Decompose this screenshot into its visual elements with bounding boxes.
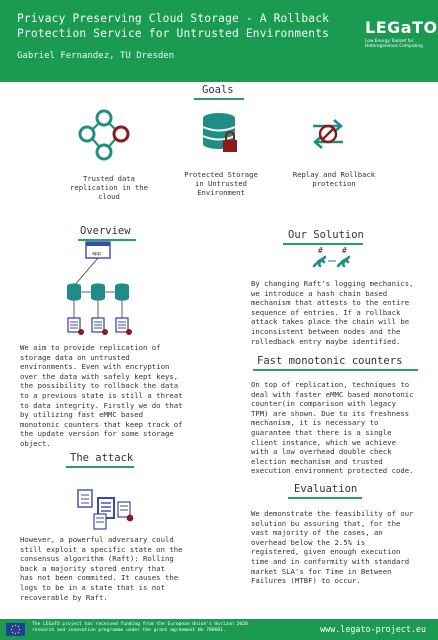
counters-text-line: TPM) are shown. Due to its freshness xyxy=(251,408,410,418)
solution-text-line: mechanism that attests to the entire xyxy=(251,298,410,308)
overview-title: Overview xyxy=(80,225,131,237)
counters-text xyxy=(251,380,433,476)
goal-caption-1-line: cloud xyxy=(98,192,120,202)
funding-notice-line: The LEGaTO project has received funding from the European Union's Horizon 2020 xyxy=(32,622,248,627)
project-url-link[interactable]: www.legato-project.eu xyxy=(320,624,426,634)
attack-text-line: However, a powerful adversary could xyxy=(20,535,174,544)
goals-underline xyxy=(194,98,244,100)
counters-text-line: counter(in comparison with legacy xyxy=(251,399,396,409)
solution-text-line: we introduce a hash chain based xyxy=(251,288,388,298)
solution-text-line: attack takes place the chain will be xyxy=(251,317,410,327)
goal-caption-1-line: replication in the xyxy=(70,183,148,193)
legato-logo xyxy=(365,18,438,68)
poster-author: Gabriel Fernandez, TU Dresden xyxy=(17,51,175,61)
hash-symbol: # xyxy=(342,246,347,255)
funding-notice xyxy=(32,622,248,634)
counters-text-line: client instance, which we achieve xyxy=(251,437,396,447)
hash-chain-icon xyxy=(308,244,360,270)
attack-text-line: has not been commited. It causes the xyxy=(20,573,179,583)
app-label: app xyxy=(92,251,102,257)
overview-text-line: monotonic counters that keep track of xyxy=(20,419,183,429)
counters-text-line: mechanism, it is necessary to xyxy=(251,418,379,428)
goal-caption-2-line: Environment xyxy=(197,188,245,198)
overview-text-line: to data integrity. Firstly we do that xyxy=(20,400,183,410)
evaluation-underline xyxy=(288,497,362,499)
poster-footer xyxy=(0,619,438,640)
replication-nodes-icon xyxy=(76,108,132,164)
document-icon xyxy=(116,318,132,335)
overview-text-line: We aim to provide replication of xyxy=(20,343,161,352)
document-icon xyxy=(68,318,84,335)
evaluation-text-line: Failures (MTBF) to occur. xyxy=(251,576,361,586)
goal-caption-1 xyxy=(66,174,152,202)
attack-underline xyxy=(66,466,134,468)
poster-title-line2: Protection Service for Untrusted Environments xyxy=(17,27,330,40)
evaluation-text-line: registered, given enough execution xyxy=(251,547,401,557)
counters-text-line: deal with faster eMMC based monotonic xyxy=(251,389,414,399)
logo-tagline xyxy=(365,39,435,49)
goals-title: Goals xyxy=(202,84,234,96)
database-lock-icon xyxy=(197,110,243,156)
solution-text-line: sequence of entries. If a rollback xyxy=(251,307,401,317)
goal-caption-3-line: protection xyxy=(312,179,356,189)
overview-text-line: the possibility to rollback the data xyxy=(20,381,179,391)
document-icon xyxy=(92,318,108,335)
goal-caption-2-line: in Untrusted xyxy=(195,179,247,189)
funding-notice-line: research and innovation programme under the grant agreement No 780681. xyxy=(32,628,226,633)
solution-text-line: By changing Raft's logging mechanics, xyxy=(251,279,414,288)
evaluation-text-line: solution bu assuring that, for the xyxy=(251,518,401,528)
overview-text xyxy=(20,343,225,449)
attack-text-line: still exploit a specific state on the xyxy=(20,544,183,554)
counters-text-line: execution environment protected code. xyxy=(251,466,414,476)
solution-text-line: inconsistent between nodes and the xyxy=(251,326,401,336)
evaluation-text-line: market SLA's for Time in Between xyxy=(251,566,392,576)
attack-title: The attack xyxy=(70,452,134,464)
attack-documents-icon xyxy=(74,486,134,532)
overview-diagram xyxy=(58,240,178,340)
evaluation-text-line: overhead below the 2.5% is xyxy=(251,537,366,547)
overview-text-line: the update version for some storage xyxy=(20,429,174,439)
goal-caption-2-line: Protected Storage xyxy=(184,170,258,179)
evaluation-text xyxy=(251,509,433,586)
counters-text-line: On top of replication, techniques to xyxy=(251,380,410,389)
attack-text-line: recoverable by Raft. xyxy=(20,592,108,602)
counters-text-line: election mechanism and trusted xyxy=(251,456,383,466)
attack-text xyxy=(20,535,225,602)
poster-title-line1: Privacy Preserving Cloud Storage - A Rollback xyxy=(17,12,330,25)
database-icon xyxy=(115,283,129,300)
solution-title: Our Solution xyxy=(288,229,364,241)
goal-caption-3 xyxy=(284,170,384,188)
evaluation-text-line: vast majority of the cases, an xyxy=(251,528,383,538)
logo-tagline-line1: Low Energy Toolset for xyxy=(365,39,414,44)
evaluation-text-line: We demonstrate the feasibility of our xyxy=(251,509,414,518)
overview-text-line: to a previous state is still a threat xyxy=(20,390,183,400)
poster-header xyxy=(0,0,438,82)
overview-text-line: environments. Even with encryption xyxy=(20,362,170,372)
evaluation-text-line: time and in conformity with standard xyxy=(251,556,410,566)
evaluation-title: Evaluation xyxy=(294,483,358,495)
goal-caption-2 xyxy=(178,170,264,198)
database-icon xyxy=(91,283,105,300)
counters-title: Fast monotonic counters xyxy=(257,355,403,367)
solution-text xyxy=(251,279,431,346)
database-icon xyxy=(67,283,81,300)
attack-text-line: consensus algorithm (Raft): Rolling xyxy=(20,554,174,564)
solution-text-line: rolledback entry maybe identified. xyxy=(251,336,401,346)
eu-flag-icon xyxy=(6,623,25,636)
logo-tagline-line2: Heterogeneous Computing xyxy=(365,44,423,49)
replay-arrows-icon xyxy=(310,117,346,151)
counters-text-line: guarantee that there is a single xyxy=(251,427,392,437)
counters-text-line: with a low overhead double check xyxy=(251,447,392,457)
overview-text-line: object. xyxy=(20,438,51,448)
attack-text-line: logs to be in a state that is not xyxy=(20,582,165,592)
hash-symbol: # xyxy=(318,246,323,255)
goal-caption-3-line: Replay and Rollback xyxy=(292,170,376,179)
overview-text-line: storage data on untrusted xyxy=(20,352,130,362)
goal-caption-1-line: Trusted data xyxy=(83,174,135,183)
counters-underline xyxy=(253,369,418,371)
logo-name: LEGaTO xyxy=(365,18,438,37)
attack-text-line: back a majority stored entry that xyxy=(20,563,165,573)
overview-text-line: by utilizing fast eMMC based xyxy=(20,410,144,420)
overview-text-line: over the data with safely kept keys, xyxy=(20,371,179,381)
